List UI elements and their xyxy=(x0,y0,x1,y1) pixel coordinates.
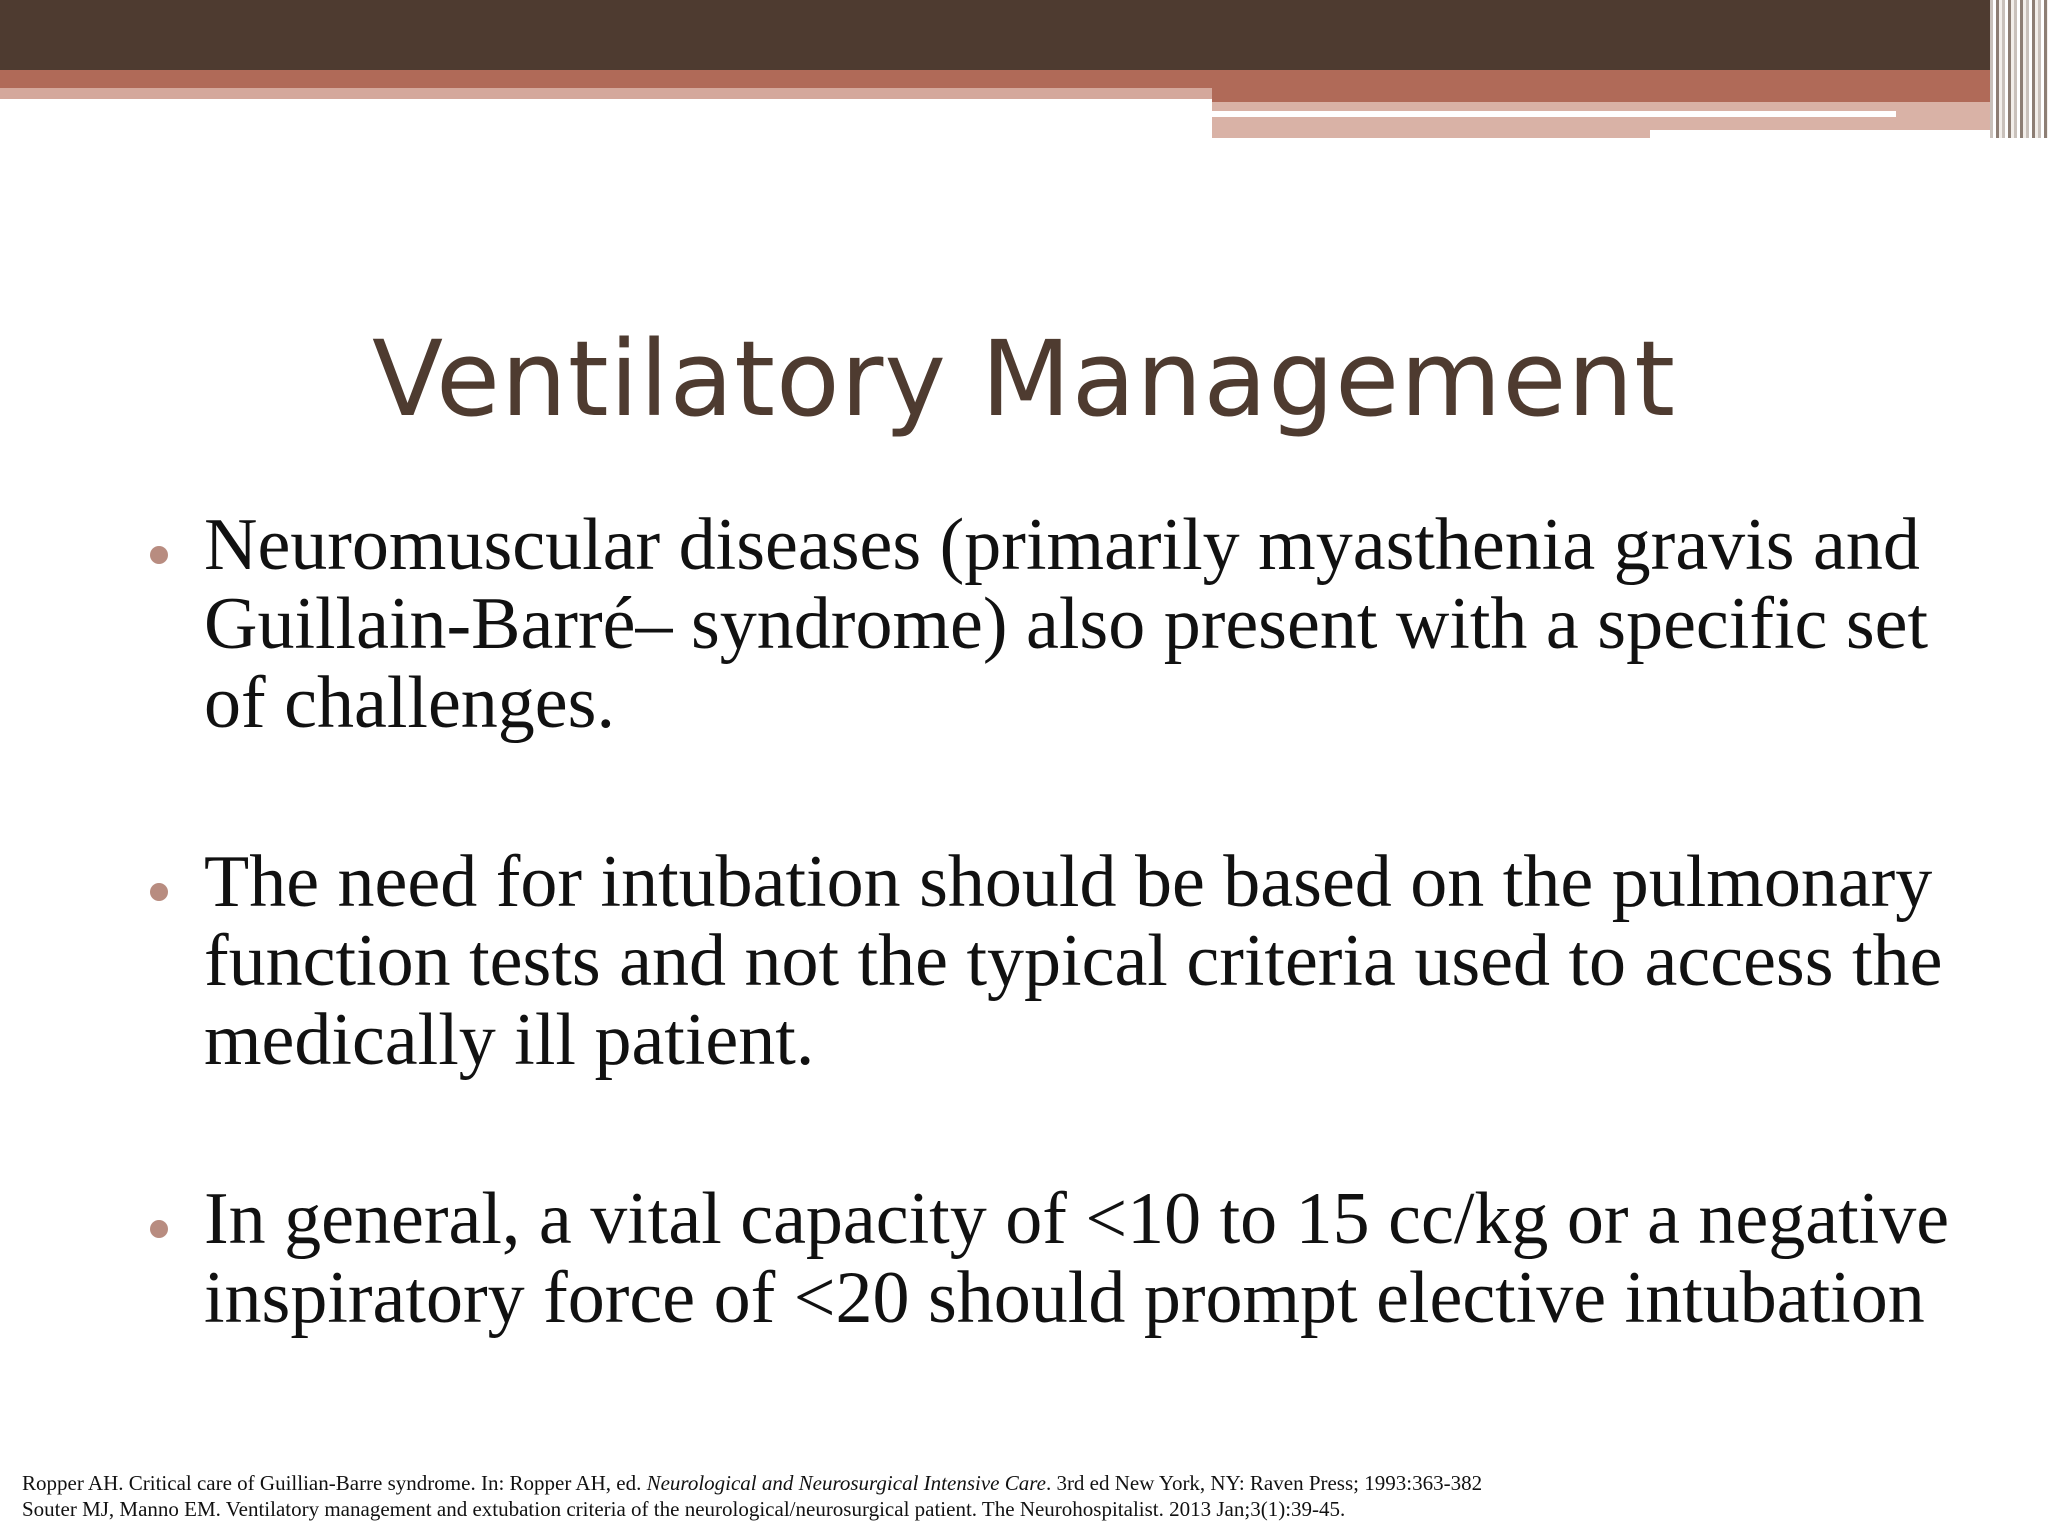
slide-title: Ventilatory Management xyxy=(371,318,1677,440)
header-accent-line xyxy=(1212,111,1896,117)
bullet-dot-icon xyxy=(150,1220,168,1238)
header-accent-line-short xyxy=(1650,130,1996,138)
bullet-item xyxy=(148,506,2008,743)
header-bar-rust-right xyxy=(1212,88,2048,102)
header-stripes xyxy=(1990,0,2048,138)
bullet-item xyxy=(148,1180,2008,1338)
bullet-text: The need for intubation should be based on the pulmonary function tests and not the typical criteria used to access the medically ill patient. xyxy=(204,841,1943,1081)
header-bar-dark xyxy=(0,0,2048,70)
bullet-text: In general, a vital capacity of <10 to 15 cc/kg or a negative inspiratory force of <20 should prompt elective intubation xyxy=(204,1178,1950,1339)
reference-1-book-title: Neurological and Neurosurgical Intensive Care xyxy=(646,1471,1046,1495)
header-bar-rust xyxy=(0,70,2048,88)
reference-2: Souter MJ, Manno EM. Ventilatory management and extubation criteria of the neurological/neurosurgical patient. The Neurohospitalist. 2013 Jan;3(1):39-45. xyxy=(22,1497,1346,1521)
bullet-text: Neuromuscular diseases (primarily myasthenia gravis and Guillain-Barré– syndrome) also present with a specific set of challenges. xyxy=(204,504,1929,744)
reference-1 xyxy=(22,1470,2022,1496)
bullet-dot-icon xyxy=(150,546,168,564)
reference-1-prefix: Ropper AH. Critical care of Guillian-Barre syndrome. In: Ropper AH, ed. xyxy=(22,1471,647,1495)
reference-1-suffix: . 3rd ed New York, NY: Raven Press; 1993:363-382 xyxy=(1045,1471,1483,1495)
header-bar-pink-left xyxy=(0,88,1212,99)
bullet-item xyxy=(148,843,2008,1080)
references xyxy=(22,1470,2022,1522)
bullet-dot-icon xyxy=(150,883,168,901)
bullet-list xyxy=(148,506,2008,1438)
